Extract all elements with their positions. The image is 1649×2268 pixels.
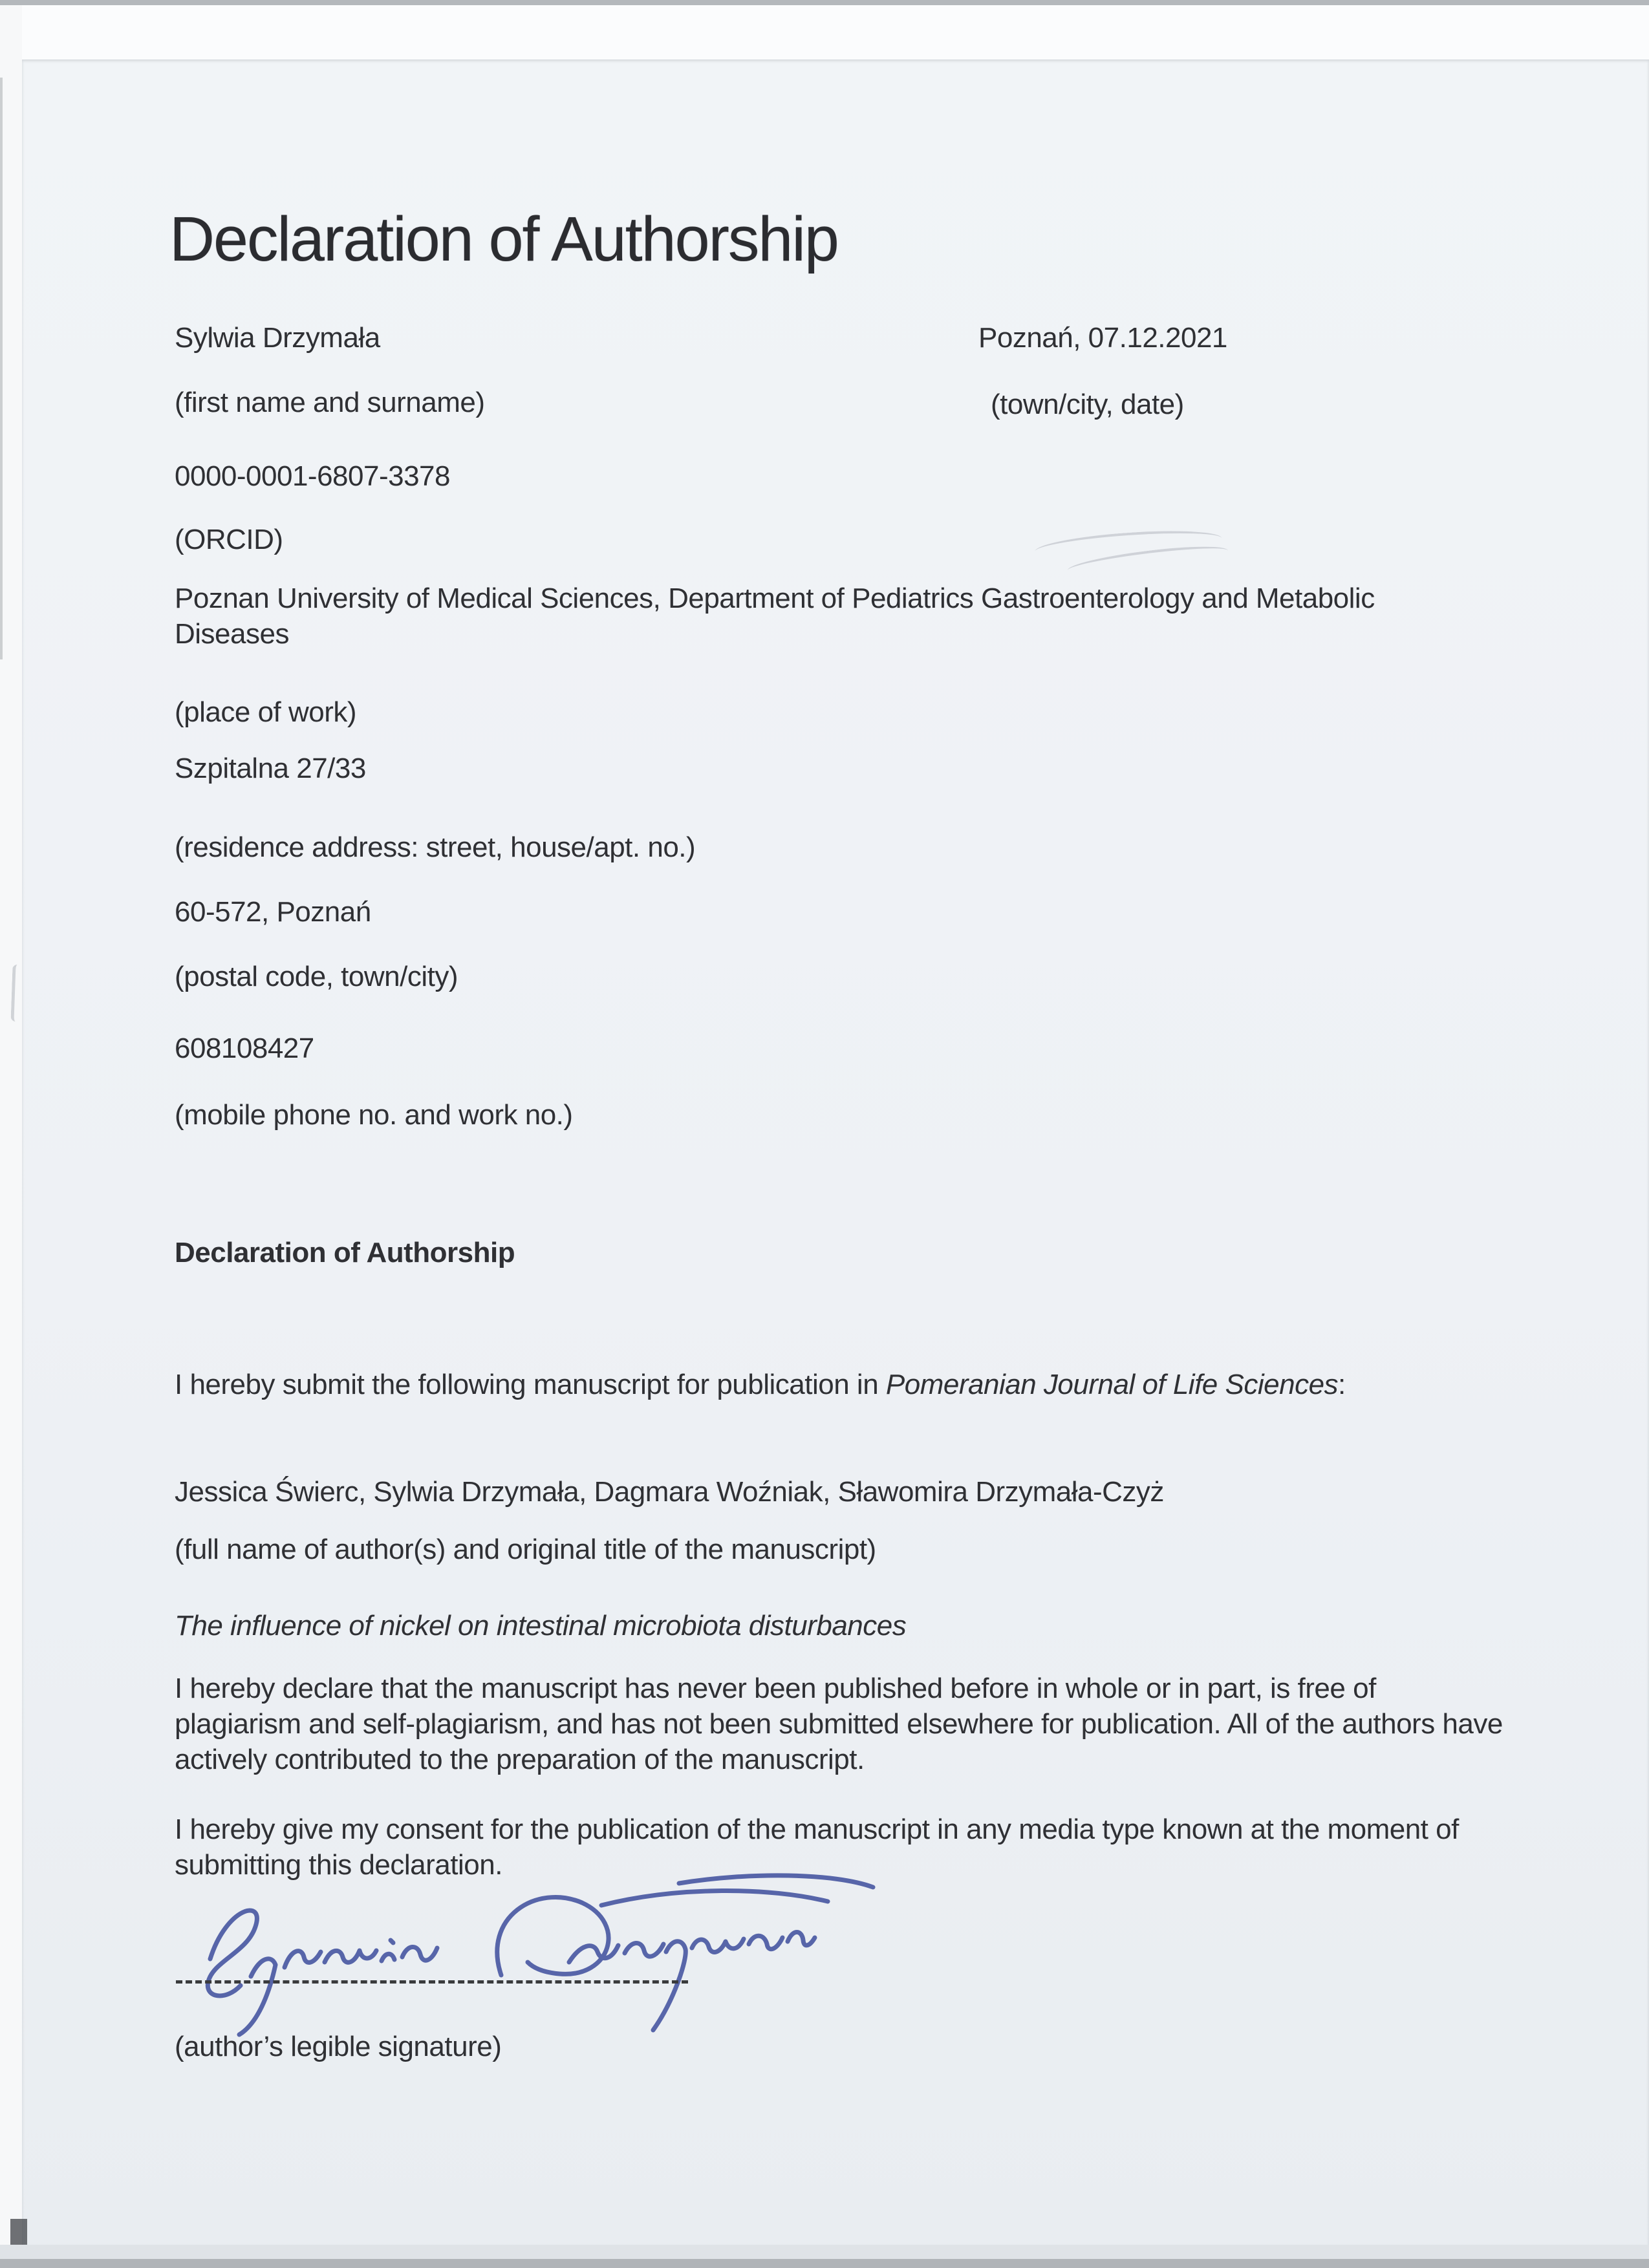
phone-value: 608108427 [175, 1032, 314, 1064]
author-name-label: (first name and surname) [175, 387, 485, 418]
consent-paragraph: I hereby give my consent for the publication of the manuscript in any media type known at the moment of submitting this declaration. [175, 1813, 1459, 1881]
declaration-paragraph: I hereby declare that the manuscript has never been published before in whole or in part, is free of plagiarism and self-plagiarism, and has not been submitted elsewhere for publication. All of the authors have actively contributed to the preparation of the manuscript. [175, 1673, 1503, 1775]
section-heading: Declaration of Authorship [175, 1237, 515, 1268]
date-value: Poznań, 07.12.2021 [978, 322, 1227, 354]
signature-handwriting [149, 1872, 892, 2043]
signature-line [176, 1980, 688, 1984]
postal-label: (postal code, town/city) [175, 961, 458, 992]
workplace-value: Poznan University of Medical Sciences, Department of Pediatrics Gastroenterology and Metabolic Diseases [175, 583, 1375, 650]
scan-edge-left [0, 5, 22, 2250]
journal-title: Pomeranian Journal of Life Sciences [885, 1369, 1339, 1400]
orcid-value: 0000-0001-6807-3378 [175, 460, 450, 492]
phone-label: (mobile phone no. and work no.) [175, 1099, 573, 1131]
date-label: (town/city, date) [991, 389, 1184, 420]
manuscript-title: The influence of nickel on intestinal microbiota disturbances [175, 1610, 907, 1642]
scan-edge-bottom-fade [0, 2245, 1649, 2259]
submit-suffix: : [1338, 1369, 1346, 1400]
page-title: Declaration of Authorship [169, 204, 838, 274]
postal-value: 60-572, Poznań [175, 896, 371, 928]
scan-edge-bottom [0, 2259, 1649, 2268]
authors-label: (full name of author(s) and original title of the manuscript) [175, 1534, 876, 1565]
address-value: Szpitalna 27/33 [175, 753, 366, 784]
author-name-value: Sylwia Drzymała [175, 322, 380, 354]
signature-label: (author’s legible signature) [175, 2031, 502, 2062]
authors-line: Jessica Świerc, Sylwia Drzymała, Dagmara Woźniak, Sławomira Drzymała-Czyż [175, 1476, 1164, 1508]
submit-prefix: I hereby submit the following manuscript for publication in [175, 1369, 886, 1400]
workplace-label: (place of work) [175, 696, 357, 728]
submit-statement [175, 1367, 1507, 1402]
orcid-label: (ORCID) [175, 524, 283, 555]
scan-artifact-mark [10, 965, 22, 1022]
scan-artifact-notch [10, 2219, 27, 2245]
scan-edge-top [0, 0, 1649, 5]
address-label: (residence address: street, house/apt. no.) [175, 831, 696, 863]
signature-ink [208, 1876, 873, 2035]
scan-edge-left-hairline [0, 78, 3, 659]
